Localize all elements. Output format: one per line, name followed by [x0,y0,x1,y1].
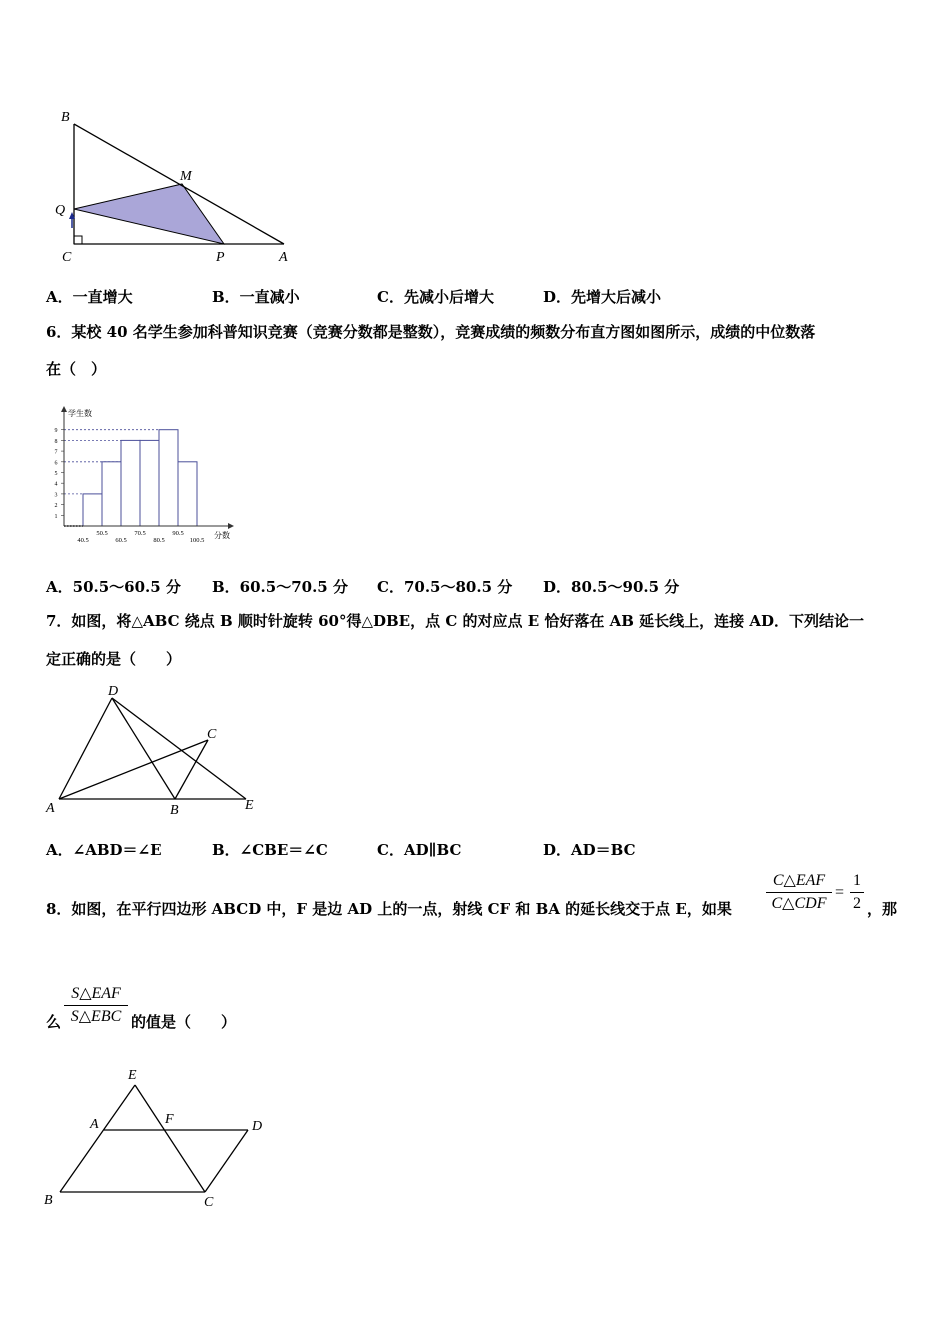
label-c: C [62,250,72,265]
rotation-figure-q7 [40,680,270,820]
fraction-denominator: C△CDF [771,895,827,912]
histogram-bar [121,440,140,526]
y-tick-label: 4 [54,481,58,488]
q6-option-d[interactable]: D．80.5～90.5 分 [543,578,680,596]
x-tick-label: 100.5 [189,537,205,544]
histogram-chart [40,400,250,550]
q6-option-a[interactable]: A．50.5～60.5 分 [46,578,181,596]
label-a: A [90,1117,99,1132]
q5-option-b[interactable]: B．一直减小 [212,288,300,306]
fraction-denominator: S△EBC [70,1008,122,1025]
q6-option-c[interactable]: C．70.5～80.5 分 [377,578,513,596]
y-tick-label: 3 [54,492,58,499]
label-q: Q [55,203,66,218]
q6-stem-line2: 在（ ） [46,360,107,378]
q8-fraction-perimeter-ratio [766,871,832,914]
x-tick-label: 70.5 [134,530,146,537]
q7-stem-line2: 定正确的是（ ） [46,650,182,668]
fraction-numerator: S△EAF [71,985,121,1002]
q7-option-c[interactable]: C．AD∥BC [377,841,462,859]
y-tick-label: 1 [54,513,58,520]
label-f: F [165,1112,174,1127]
q8-stem-line2-end: 的值是（ ） [131,1013,237,1031]
x-tick-label: 80.5 [153,537,165,544]
label-m: M [180,169,192,184]
label-b: B [170,803,179,818]
q8-fraction-one-half [850,871,864,914]
label-d: D [108,684,119,699]
q7-stem-line1: 7．如图，将△ABC 绕点 B 顺时针旋转 60°得△DBE，点 C 的对应点 E 恰好落在 AB 延长线上，连接 AD．下列结论一 [46,612,864,630]
triangle-figure-q5 [50,100,310,270]
fraction-numerator: C△EAF [772,872,826,889]
label-e: E [245,798,254,813]
x-tick-label: 60.5 [115,537,127,544]
label-c: C [204,1195,214,1210]
q7-option-b[interactable]: B．∠CBE＝∠C [212,841,328,859]
x-tick-label: 40.5 [77,537,89,544]
histogram-bar [102,462,121,526]
q5-option-d[interactable]: D．先增大后减小 [543,288,662,306]
label-e: E [128,1068,137,1083]
q8-stem-line1: 8．如图，在平行四边形 ABCD 中，F 是边 AD 上的一点，射线 CF 和 BA 的延长线交于点 E，如果 [46,900,732,918]
q7-option-a[interactable]: A．∠ABD＝∠E [46,841,162,859]
shaded-triangle-qmp [74,184,224,244]
label-d: D [252,1119,263,1134]
q6-stem-line1: 6．某校 40 名学生参加科普知识竞赛（竞赛分数都是整数），竞赛成绩的频数分布直方图如图所示，成绩的中位数落 [46,323,816,341]
y-tick-label: 8 [54,438,58,445]
label-p: P [216,250,225,265]
y-tick-label: 2 [54,503,58,510]
q6-option-b[interactable]: B．60.5～70.5 分 [212,578,348,596]
y-axis-label: 学生数 [68,409,92,418]
label-c: C [207,727,217,742]
histogram-bar [140,440,159,526]
x-tick-label: 90.5 [172,530,184,537]
x-tick-label: 50.5 [96,530,108,537]
q8-stem-tail: ，那 [867,900,898,918]
q7-option-d[interactable]: D．AD＝BC [543,841,636,859]
label-a: A [46,801,55,816]
histogram-bar [83,494,102,526]
parallelogram-figure-q8 [40,1060,280,1215]
q8-fraction-area-ratio [64,984,128,1027]
y-tick-label: 7 [54,449,58,456]
label-a: A [279,250,288,265]
fraction-numerator: 1 [853,872,861,889]
equals-sign: = [835,884,845,901]
histogram-bar [159,430,178,526]
y-tick-label: 5 [54,471,58,477]
x-axis-label: 分数 [214,531,230,540]
fraction-denominator: 2 [853,895,861,912]
label-b: B [61,110,70,125]
label-b: B [44,1193,53,1208]
q5-option-c[interactable]: C．先减小后增大 [377,288,494,306]
q8-stem-line2-start: 么 [46,1013,62,1031]
y-tick-label: 6 [54,460,58,467]
q5-option-a[interactable]: A．一直增大 [46,288,133,306]
histogram-bar [178,462,197,526]
y-tick-label: 9 [54,428,58,435]
